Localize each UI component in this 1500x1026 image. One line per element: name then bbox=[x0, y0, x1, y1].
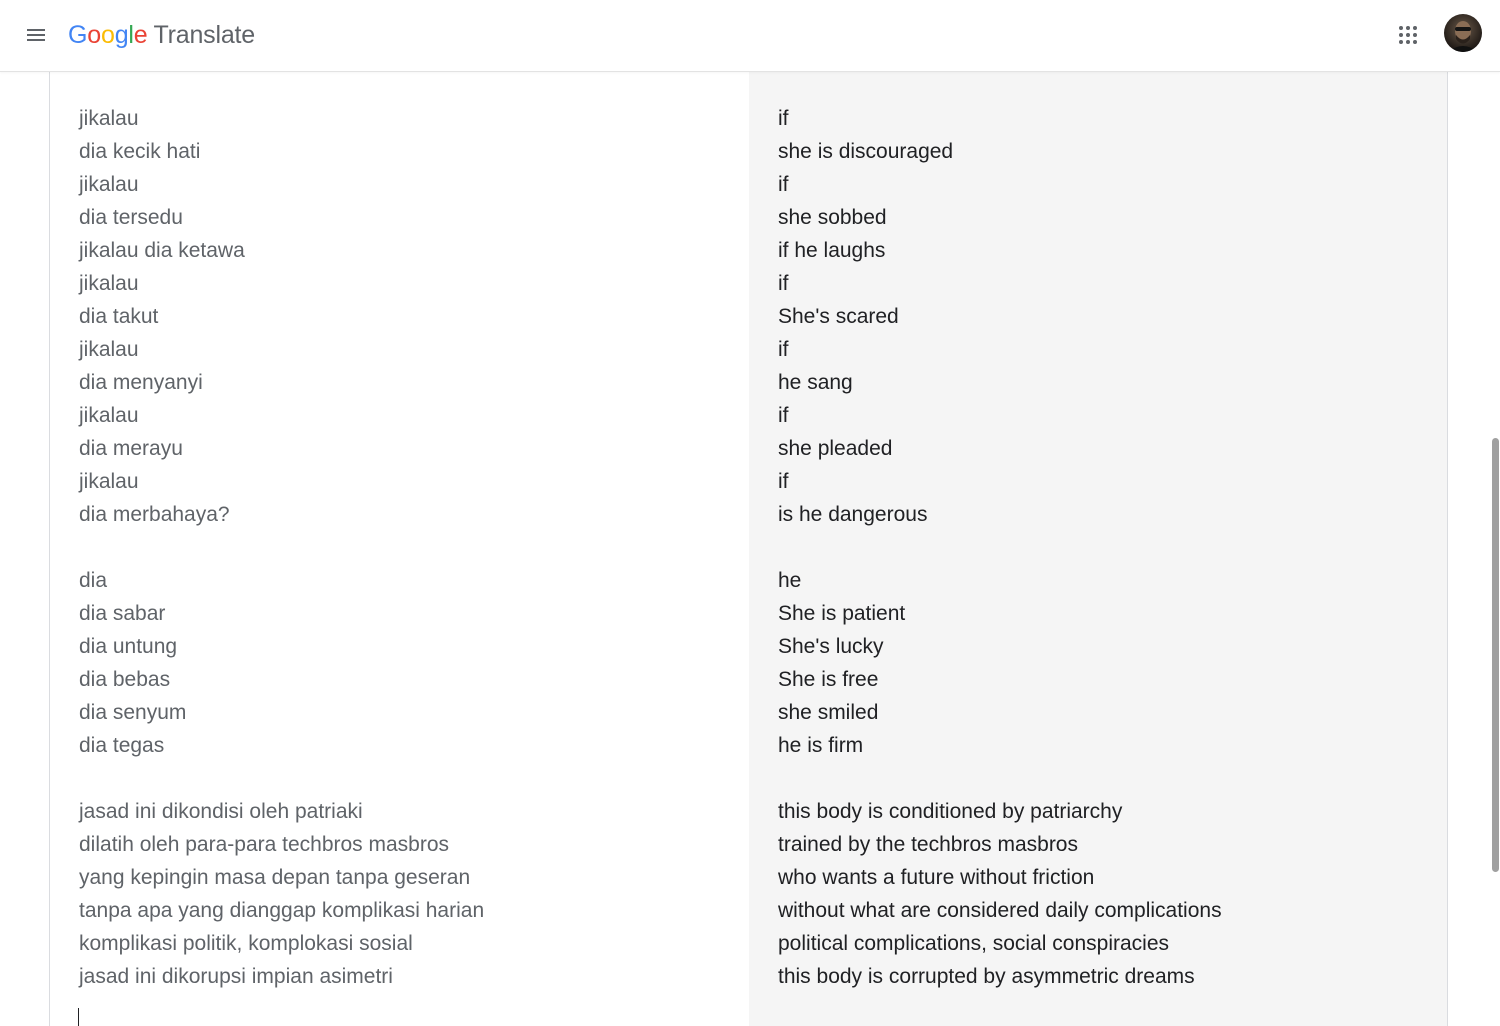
source-line: dia untung bbox=[79, 635, 178, 658]
main-menu-button[interactable] bbox=[14, 13, 58, 57]
source-line: jikalau bbox=[79, 338, 139, 361]
translation-line: She is patient bbox=[778, 602, 906, 625]
source-line: dia tersedu bbox=[79, 206, 183, 229]
translation-line: She's scared bbox=[778, 305, 899, 328]
translation-line: he is firm bbox=[778, 734, 864, 757]
source-blank-line bbox=[79, 762, 484, 795]
source-line: dia bebas bbox=[79, 668, 171, 691]
translation-line: she smiled bbox=[778, 701, 879, 724]
translation-line: if bbox=[778, 107, 789, 130]
translation-output-panel bbox=[749, 72, 1448, 1026]
source-line: jasad ini dikorupsi impian asimetri bbox=[79, 965, 393, 988]
translation-line: if bbox=[778, 470, 789, 493]
google-wordmark: Google bbox=[68, 20, 148, 49]
source-line: dilatih oleh para-para techbros masbros bbox=[79, 833, 450, 856]
translation-text bbox=[778, 102, 1222, 993]
source-line: dia sabar bbox=[79, 602, 166, 625]
source-line: yang kepingin masa depan tanpa geseran bbox=[79, 866, 471, 889]
text-cursor bbox=[78, 1008, 79, 1026]
product-name: Translate bbox=[153, 20, 255, 49]
translation-line: this body is conditioned by patriarchy bbox=[778, 800, 1123, 823]
source-line: komplikasi politik, komplokasi sosial bbox=[79, 932, 413, 955]
scrollbar-thumb[interactable] bbox=[1492, 438, 1499, 872]
translation-line: trained by the techbros masbros bbox=[778, 833, 1078, 856]
translation-line: political complications, social conspiracies bbox=[778, 932, 1170, 955]
translation-line: without what are considered daily complications bbox=[778, 899, 1222, 922]
google-translate-logo[interactable] bbox=[68, 17, 255, 53]
translation-blank-line bbox=[778, 762, 1222, 795]
source-line: jikalau bbox=[79, 272, 139, 295]
translation-line: if bbox=[778, 404, 789, 427]
top-app-bar bbox=[0, 0, 1500, 72]
translation-line: she sobbed bbox=[778, 206, 887, 229]
translation-line: she is discouraged bbox=[778, 140, 954, 163]
source-text-area[interactable] bbox=[79, 102, 484, 993]
source-line: dia merayu bbox=[79, 437, 183, 460]
translation-line: if bbox=[778, 272, 789, 295]
source-line: jikalau bbox=[79, 470, 139, 493]
translation-line: he bbox=[778, 569, 802, 592]
translation-line: if bbox=[778, 338, 789, 361]
translation-line: she pleaded bbox=[778, 437, 893, 460]
source-line: dia merbahaya? bbox=[79, 503, 230, 526]
translation-line: if bbox=[778, 173, 789, 196]
source-line: jikalau bbox=[79, 173, 139, 196]
user-photo-icon bbox=[1444, 14, 1482, 52]
translation-line: who wants a future without friction bbox=[778, 866, 1095, 889]
translation-line: She is free bbox=[778, 668, 879, 691]
google-apps-button[interactable] bbox=[1386, 13, 1430, 57]
translation-blank-line bbox=[778, 531, 1222, 564]
account-avatar[interactable] bbox=[1444, 14, 1482, 52]
source-line: dia senyum bbox=[79, 701, 187, 724]
source-blank-line bbox=[79, 531, 484, 564]
source-line: jikalau bbox=[79, 107, 139, 130]
apps-grid-icon bbox=[1396, 23, 1420, 47]
source-line: jasad ini dikondisi oleh patriaki bbox=[79, 800, 363, 823]
translation-workspace bbox=[0, 72, 1500, 1026]
source-line: dia tegas bbox=[79, 734, 165, 757]
source-line: jikalau bbox=[79, 404, 139, 427]
translation-line: he sang bbox=[778, 371, 853, 394]
source-line: dia takut bbox=[79, 305, 159, 328]
translation-line: She's lucky bbox=[778, 635, 884, 658]
translation-line: if he laughs bbox=[778, 239, 886, 262]
translation-line: this body is corrupted by asymmetric dreams bbox=[778, 965, 1195, 988]
source-line: dia menyanyi bbox=[79, 371, 203, 394]
translation-line: is he dangerous bbox=[778, 503, 928, 526]
source-line: dia bbox=[79, 569, 108, 592]
hamburger-menu-icon bbox=[24, 23, 48, 47]
source-line: tanpa apa yang dianggap komplikasi harian bbox=[79, 899, 485, 922]
source-line: jikalau dia ketawa bbox=[79, 239, 245, 262]
source-text-panel[interactable] bbox=[49, 72, 750, 1026]
source-line: dia kecik hati bbox=[79, 140, 201, 163]
